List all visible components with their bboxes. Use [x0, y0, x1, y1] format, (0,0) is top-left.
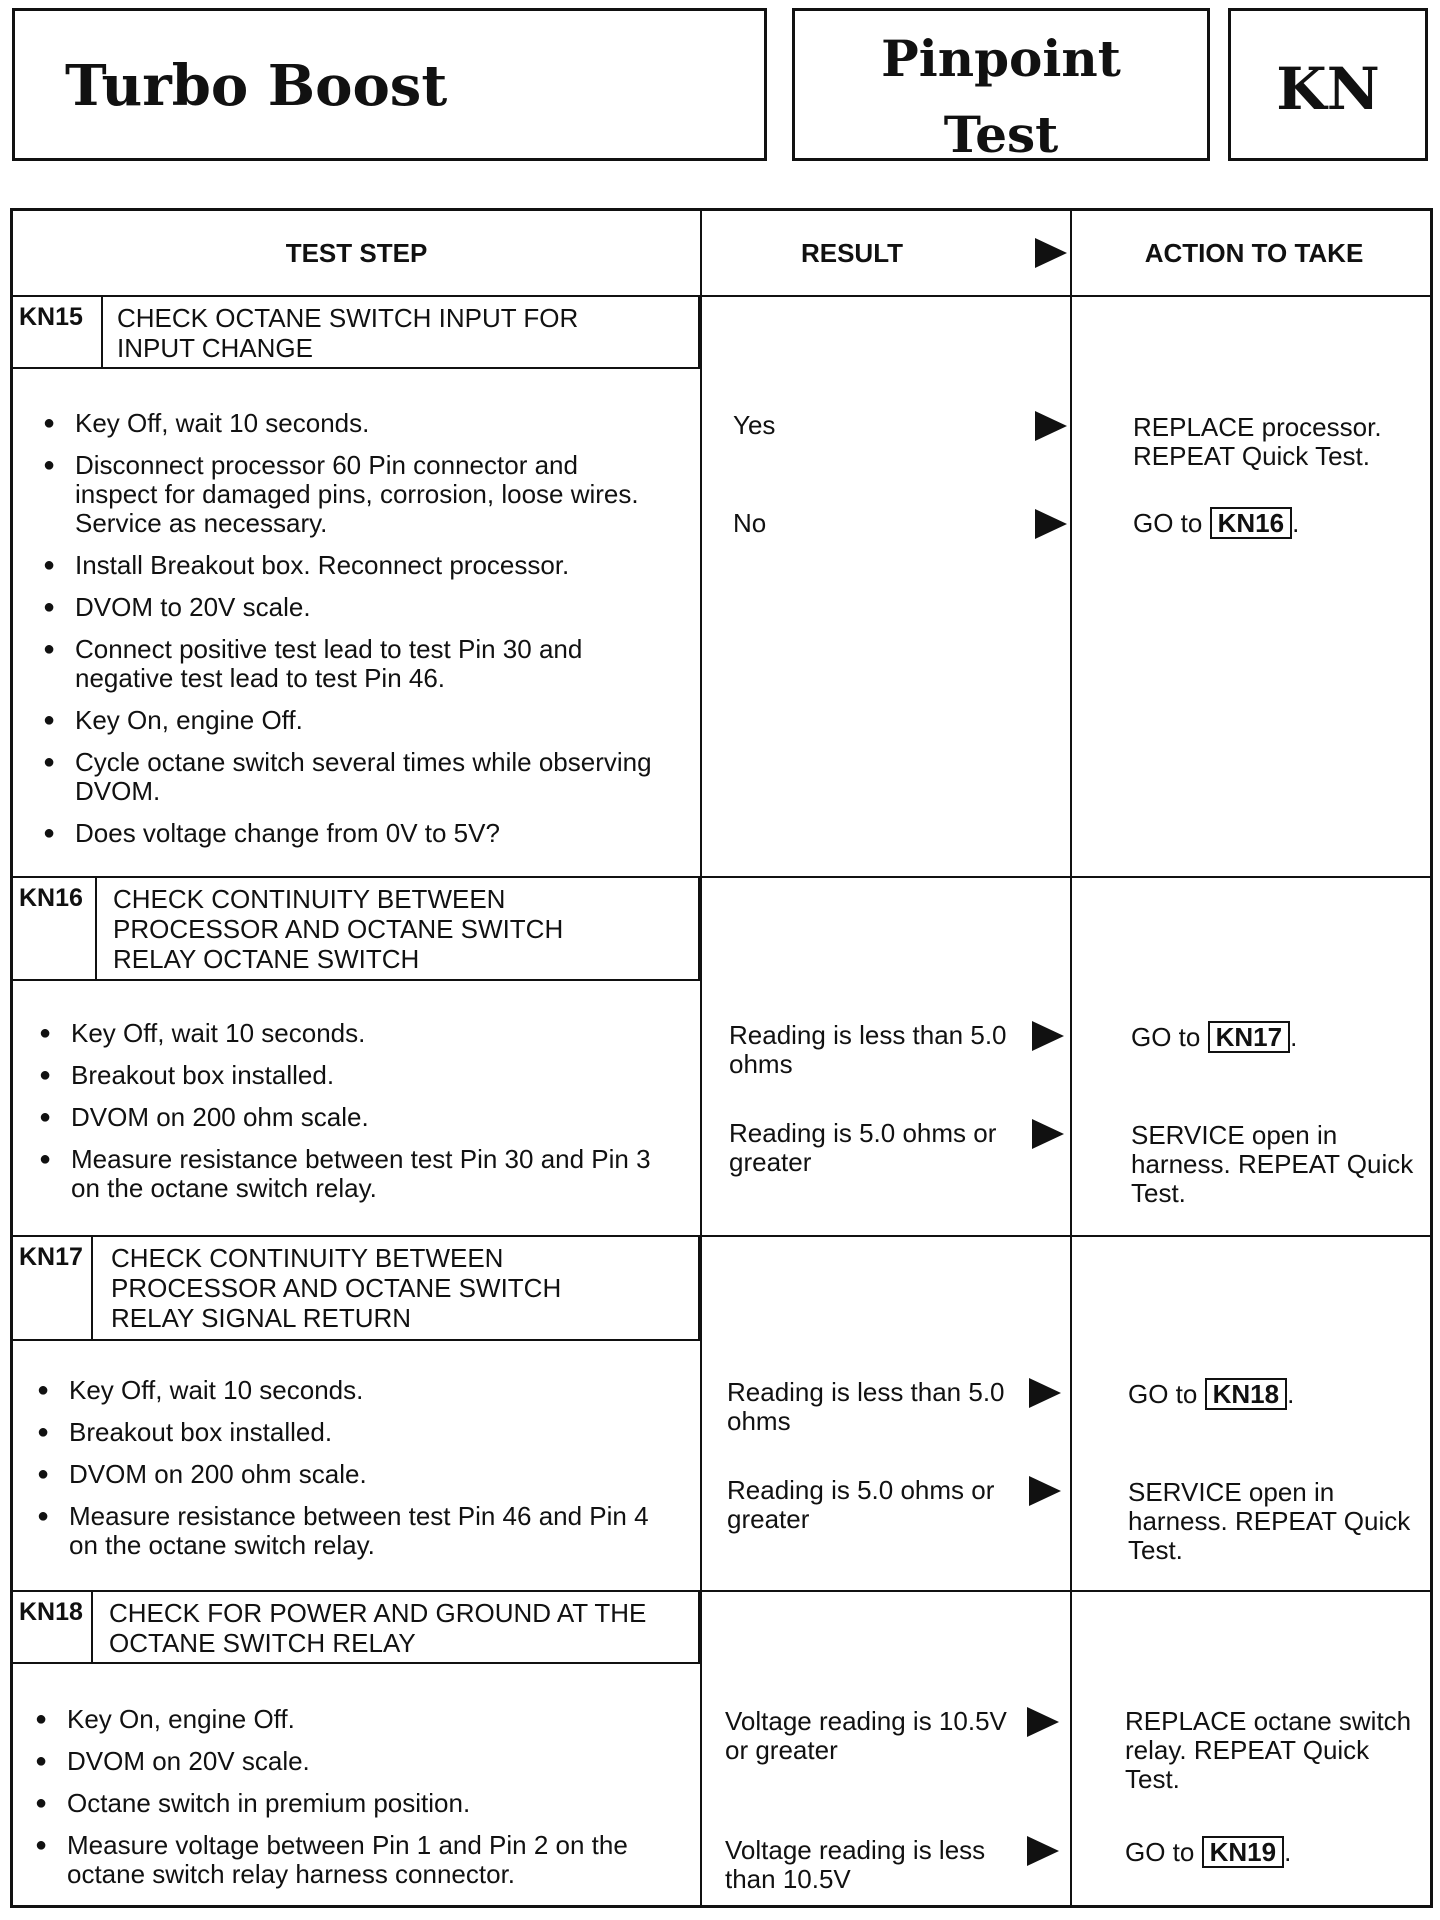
arrow-icon	[1032, 1021, 1064, 1051]
result-text: Reading is less than 5.0 ohms	[729, 1020, 1007, 1079]
action-suffix: .	[1290, 1022, 1298, 1052]
arrow-icon	[1035, 509, 1067, 539]
title-box	[12, 8, 767, 161]
result-text: No	[733, 508, 767, 538]
arrow-icon	[1035, 238, 1067, 268]
step-reference[interactable]: KN16	[1210, 507, 1292, 539]
page-title: Turbo Boost	[65, 53, 448, 119]
result-text: Reading is 5.0 ohms or greater	[729, 1118, 997, 1177]
list-item: ● Octane switch in premium position.	[35, 1789, 665, 1818]
column-divider	[1070, 211, 1072, 1905]
arrow-icon	[1027, 1836, 1059, 1866]
result-text: Voltage reading is less than 10.5V	[725, 1835, 986, 1894]
step-id: KN17	[13, 1237, 93, 1339]
action-goto	[1128, 1378, 1418, 1410]
list-item: ● Measure resistance between test Pin 30 and Pin 3 on the octane switch relay.	[39, 1145, 659, 1203]
action-prefix: GO to	[1133, 508, 1203, 538]
column-divider	[700, 211, 702, 1905]
list-item: ● DVOM to 20V scale.	[43, 593, 663, 622]
arrow-icon	[1035, 411, 1067, 441]
step-title: CHECK OCTANE SWITCH INPUT FOR INPUT CHANGE	[117, 303, 579, 363]
action-text: REPLACE processor. REPEAT Quick Test.	[1133, 412, 1382, 471]
header-test-step: TEST STEP	[285, 237, 428, 268]
step-kn18-bullets	[35, 1705, 665, 1902]
list-item: ● Disconnect processor 60 Pin connector and inspect for damaged pins, corrosion, loose wires. Service as necessary.	[43, 451, 663, 538]
list-item: ● Key Off, wait 10 seconds.	[37, 1376, 657, 1405]
action-text: SERVICE open in harness. REPEAT Quick Test.	[1128, 1477, 1411, 1565]
list-item: ● Does voltage change from 0V to 5V?	[43, 819, 663, 848]
step-title: CHECK FOR POWER AND GROUND AT THE OCTANE SWITCH RELAY	[109, 1598, 647, 1658]
action-goto	[1133, 507, 1423, 539]
list-item: ● DVOM on 200 ohm scale.	[39, 1103, 659, 1132]
result-text: Voltage reading is 10.5V or greater	[725, 1706, 1007, 1765]
pinpoint-box	[792, 8, 1210, 164]
step-kn18-header	[13, 1592, 700, 1664]
list-item: ● Breakout box installed.	[39, 1061, 659, 1090]
arrow-icon	[1032, 1119, 1064, 1149]
list-item: ● DVOM on 200 ohm scale.	[37, 1460, 657, 1489]
result-text: Reading is 5.0 ohms or greater	[727, 1475, 995, 1534]
code-box	[1228, 8, 1428, 161]
list-item: ● Breakout box installed.	[37, 1418, 657, 1447]
step-reference[interactable]: KN18	[1205, 1378, 1287, 1410]
result-text: Reading is less than 5.0 ohms	[727, 1377, 1005, 1436]
step-id: KN16	[13, 878, 97, 979]
list-item: ● Key On, engine Off.	[43, 706, 663, 735]
action-suffix: .	[1292, 508, 1300, 538]
step-title: CHECK CONTINUITY BETWEEN PROCESSOR AND OCTANE SWITCH RELAY OCTANE SWITCH	[113, 884, 564, 974]
header-action: ACTION TO TAKE	[1144, 237, 1364, 268]
pinpoint-table	[10, 208, 1433, 1908]
test-code: KN	[1276, 55, 1380, 123]
action-suffix: .	[1287, 1379, 1295, 1409]
step-kn15-header	[13, 297, 700, 369]
pinpoint-line2: Test	[943, 105, 1059, 164]
list-item: ● Cycle octane switch several times while observing DVOM.	[43, 748, 663, 806]
header-result: RESULT	[800, 237, 904, 268]
step-kn17-bullets	[37, 1376, 657, 1573]
result-text: Yes	[733, 410, 776, 440]
step-kn16-header	[13, 878, 700, 981]
action-text: REPLACE octane switch relay. REPEAT Quick Test.	[1125, 1706, 1412, 1794]
list-item: ● Key Off, wait 10 seconds.	[43, 409, 663, 438]
action-suffix: .	[1284, 1837, 1292, 1867]
pinpoint-line1: Pinpoint	[881, 29, 1121, 88]
arrow-icon	[1029, 1378, 1061, 1408]
step-title: CHECK CONTINUITY BETWEEN PROCESSOR AND OCTANE SWITCH RELAY SIGNAL RETURN	[111, 1243, 562, 1333]
list-item: ● DVOM on 20V scale.	[35, 1747, 665, 1776]
list-item: ● Measure voltage between Pin 1 and Pin 2 on the octane switch relay harness connector.	[35, 1831, 665, 1889]
list-item: ● Key Off, wait 10 seconds.	[39, 1019, 659, 1048]
action-goto	[1131, 1021, 1421, 1053]
list-item: ● Install Breakout box. Reconnect processor.	[43, 551, 663, 580]
step-id: KN15	[13, 297, 103, 367]
action-text: SERVICE open in harness. REPEAT Quick Test.	[1131, 1120, 1414, 1208]
step-kn15-bullets	[43, 409, 663, 861]
action-prefix: GO to	[1128, 1379, 1198, 1409]
step-kn17-header	[13, 1237, 700, 1341]
action-prefix: GO to	[1125, 1837, 1195, 1867]
action-prefix: GO to	[1131, 1022, 1201, 1052]
step-id: KN18	[13, 1592, 93, 1662]
arrow-icon	[1029, 1476, 1061, 1506]
list-item: ● Connect positive test lead to test Pin 30 and negative test lead to test Pin 46.	[43, 635, 663, 693]
action-goto	[1125, 1836, 1415, 1868]
arrow-icon	[1027, 1707, 1059, 1737]
step-reference[interactable]: KN17	[1208, 1021, 1290, 1053]
step-reference[interactable]: KN19	[1202, 1836, 1284, 1868]
list-item: ● Measure resistance between test Pin 46 and Pin 4 on the octane switch relay.	[37, 1502, 657, 1560]
step-kn16-bullets	[39, 1019, 659, 1216]
list-item: ● Key On, engine Off.	[35, 1705, 665, 1734]
